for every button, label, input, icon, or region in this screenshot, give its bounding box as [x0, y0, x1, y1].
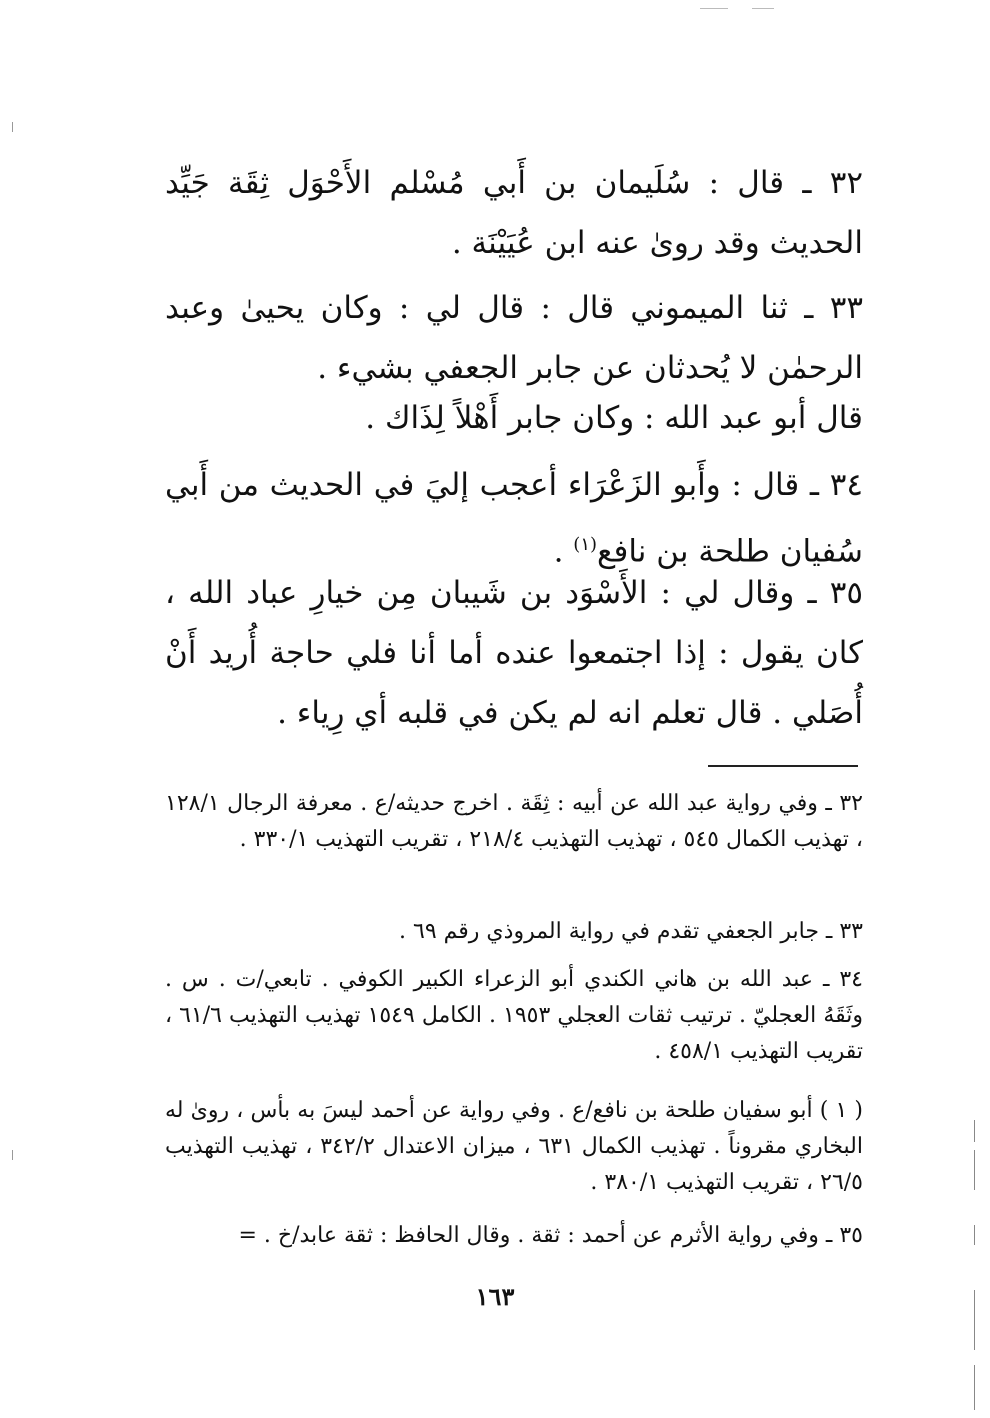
footnote-ref-1: (١)	[573, 534, 598, 555]
paragraph-33: ٣٣ ـ ثنا الميموني قال : قال لي : وكان يحيىٰ وعبد الرحمٰن لا يُحدثان عن جابر الجعفي بشيء .	[165, 290, 863, 386]
footnote-35: ٣٥ ـ وفي رواية الأثرم عن أحمد : ثقة . وقال الحافظ : ثقة عابد/خ . =	[238, 1223, 863, 1248]
scan-mark-left	[12, 122, 13, 132]
footnotes	[165, 1093, 863, 1201]
footnote-34: ٣٤ ـ عبد الله بن هاني الكندي أبو الزعراء الكبير الكوفي . تابعي/ت . س . وثَقَهُ العجليّ . ترتيب ثقات العجلي ١٩٥٣ . الكامل ١٥٤٩ تهذيب التهذيب ٦١/٦ ، تقريب التهذيب ٤٥٨/١ .	[165, 967, 864, 1064]
footnote-1: ( ١ ) أبو سفيان طلحة بن نافع/ع . وفي رواية عن أحمد ليسَ به بأس ، روىٰ له البخاري مقروناً . تهذيب الكمال ٦٣١ ، ميزان الاعتدال ٣٤٢/٢ ، تهذيب التهذيب ٢٦/٥ ، تقريب التهذيب ٣٨٠/١ .	[165, 1098, 863, 1195]
paragraph-33-note: قال أبو عبد الله : وكان جابر أَهْلاً لِذَاك .	[365, 400, 863, 436]
scan-margin-line	[974, 1225, 975, 1245]
footnote-33: ٣٣ ـ جابر الجعفي تقدم في رواية المروذي رقم ٦٩ .	[399, 919, 863, 944]
footnotes	[165, 914, 863, 950]
page-number: ١٦٣	[475, 1282, 515, 1311]
paragraph-35: ٣٥ ـ وقال لي : الأَسْوَد بن شَيبان مِن خيارِ عباد الله ، كان يقول : إذا اجتمعوا عنده أما أنا فلي حاجة أُريد أَنْ أُصَلي . قال تعلم انه لم يكن في قلبه أي رِياء .	[165, 575, 863, 731]
footnotes	[140, 1218, 863, 1254]
footnotes	[165, 962, 863, 1070]
scan-mark-top	[752, 8, 774, 9]
main-text	[165, 388, 863, 448]
scan-margin-line	[974, 1120, 975, 1142]
paragraph-34-text: ٣٤ ـ قال : وأَبو الزَعْرَاء أعجب إليَ في الحديث من أَبي سُفيان طلحة بن نافع	[165, 467, 863, 570]
footnote-divider	[708, 765, 858, 767]
scan-margin-line	[974, 1365, 975, 1410]
footnote-32: ٣٢ ـ وفي رواية عبد الله عن أبيه : ثِقَة . اخرج حديثه/ع . معرفة الرجال ١٢٨/١ ، تهذيب الكمال ٥٤٥ ، تهذيب التهذيب ٢١٨/٤ ، تقريب التهذيب ٣٣٠/١ .	[165, 791, 863, 852]
scan-mark-left	[12, 1150, 13, 1160]
scan-mark-top	[700, 8, 728, 9]
main-text	[165, 278, 863, 398]
scan-margin-line	[974, 1150, 975, 1190]
main-text	[165, 563, 863, 743]
paragraph-34-end: .	[553, 533, 574, 570]
main-text	[165, 153, 863, 273]
paragraph-32: ٣٢ ـ قال : سُلَيمان بن أَبي مُسْلم الأَحْوَل ثِقَة جَيِّد الحديث وقد روىٰ عنه ابن عُيَيْنَة .	[165, 165, 863, 261]
footnotes	[165, 786, 863, 858]
